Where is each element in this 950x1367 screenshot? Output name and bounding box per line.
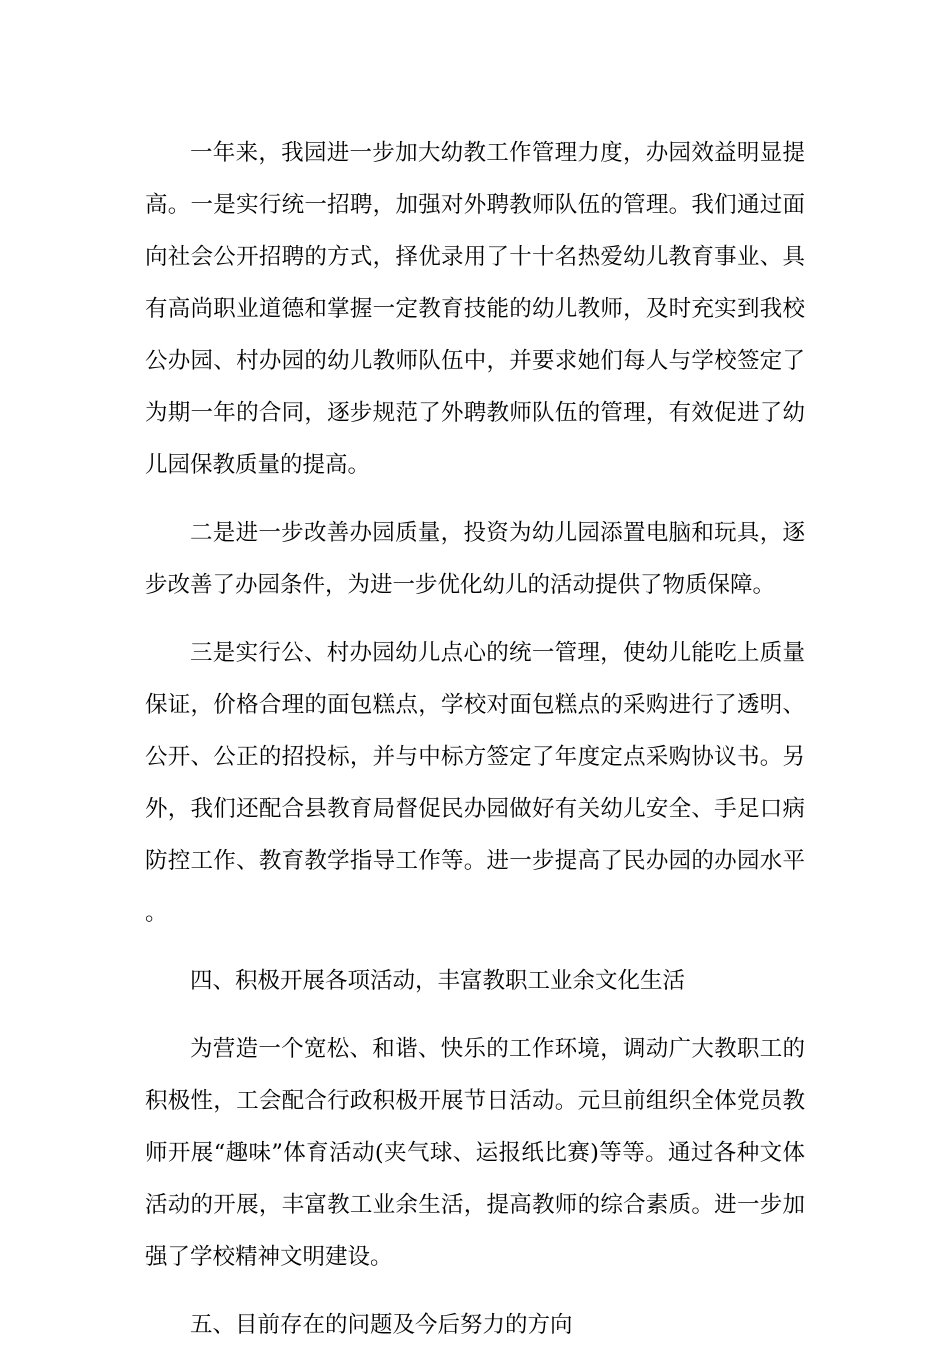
paragraph-kindergarten-management: 一年来，我园进一步加大幼教工作管理力度，办园效益明显提高。一是实行统一招聘，加强对外聘教师队伍的管理。我们通过面向社会公开招聘的方式，择优录用了十十名热爱幼儿教育事业、具有高尚职业道德和掌握一定教育技能的幼儿教师，及时充实到我校公办园、村办园的幼儿教师队伍中，并要求她们每人与学校签定了为期一年的合同，逐步规范了外聘教师队伍的管理，有效促进了幼儿园保教质量的提高。 [145, 140, 805, 478]
section-heading-problems: 五、目前存在的问题及今后努力的方向 [190, 1312, 573, 1338]
document-body [145, 127, 805, 1367]
paragraph-snack-management: 三是实行公、村办园幼儿点心的统一管理，使幼儿能吃上质量保证，价格合理的面包糕点，学校对面包糕点的采购进行了透明、公开、公正的招投标，并与中标方签定了年度定点采购协议书。另外，我们还配合县教育局督促民办园做好有关幼儿安全、手足口病防控工作、教育教学指导工作等。进一步提高了民办园的办园水平。 [145, 640, 805, 926]
paragraph-cultural-activities: 为营造一个宽松、和谐、快乐的工作环境，调动广大教职工的积极性，工会配合行政积极开展节日活动。元旦前组织全体党员教师开展“趣味”体育活动(夹气球、运报纸比赛)等等。通过各种文体活动的开展，丰富教工业余生活，提高教师的综合素质。进一步加强了学校精神文明建设。 [145, 1036, 805, 1270]
paragraph-improve-conditions: 二是进一步改善办园质量，投资为幼儿园添置电脑和玩具，逐步改善了办园条件，为进一步优化幼儿的活动提供了物质保障。 [145, 520, 805, 598]
section-heading-activities: 四、积极开展各项活动，丰富教职工业余文化生活 [190, 968, 686, 994]
